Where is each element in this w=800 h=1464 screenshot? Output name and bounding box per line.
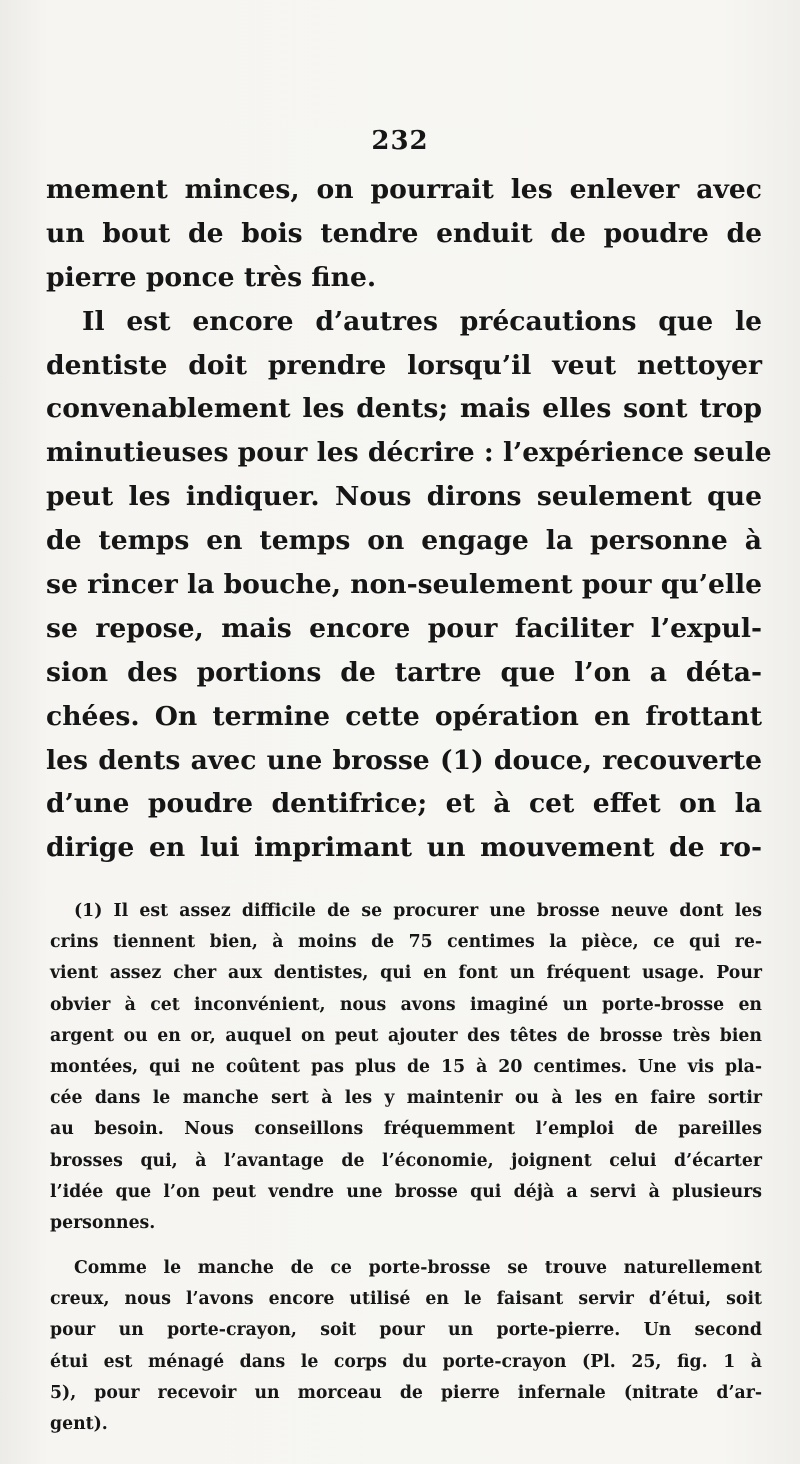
- footnote-line: l’idée que l’on peut vendre une brosse qui déjà a servi à plusieurs: [50, 1181, 762, 1202]
- text-line: d’une poudre dentifrice; et à cet effet on la: [46, 788, 762, 820]
- footnote-line: montées, qui ne coûtent pas plus de 15 à 20 centimes. Une vis pla-: [50, 1056, 762, 1077]
- text-line: Il est encore d’autres précautions que le: [82, 305, 762, 337]
- text-line: se repose, mais encore pour faciliter l’expul-: [46, 612, 762, 644]
- footnote-line: argent ou en or, auquel on peut ajouter des têtes de brosse très bien: [50, 1025, 762, 1046]
- text-line: dentiste doit prendre lorsqu’il veut nettoyer: [46, 349, 762, 381]
- footnote-line: pour un porte-crayon, soit pour un porte-pierre. Un second: [50, 1320, 762, 1341]
- footnote-line: au besoin. Nous conseillons fréquemment l’emploi de pareilles: [50, 1119, 762, 1140]
- text-line: minutieuses pour les décrire : l’expérience seule: [46, 437, 772, 469]
- text-line: sion des portions de tartre que l’on a déta-: [46, 656, 762, 688]
- footnote-line: crins tiennent bien, à moins de 75 centimes la pièce, ce qui re-: [50, 932, 762, 953]
- text-line: dirige en lui imprimant un mouvement de ro-: [46, 832, 762, 864]
- footnote-line: étui est ménagé dans le corps du porte-crayon (Pl. 25, fig. 1 à: [50, 1351, 762, 1372]
- text-line: peut les indiquer. Nous dirons seulement que: [46, 481, 762, 513]
- footnote-line: brosses qui, à l’avantage de l’économie, joignent celui d’écarter: [50, 1150, 762, 1171]
- footnote-line: 5), pour recevoir un morceau de pierre infernale (nitrate d’ar-: [50, 1382, 762, 1403]
- footnote-line: personnes.: [50, 1212, 156, 1233]
- footnote-line: Comme le manche de ce porte-brosse se trouve naturellement: [74, 1258, 762, 1279]
- text-line: un bout de bois tendre enduit de poudre de: [46, 217, 762, 249]
- text-line: convenablement les dents; mais elles sont trop: [46, 393, 762, 425]
- footnote-line: (1) Il est assez difficile de se procurer une brosse neuve dont les: [74, 901, 762, 921]
- text-line: pierre ponce très fine.: [46, 261, 377, 293]
- footnote-line: vient assez cher aux dentistes, qui en font un fréquent usage. Pour: [50, 963, 762, 984]
- footnote-line: gent).: [50, 1414, 108, 1434]
- main-text: [46, 168, 772, 870]
- page-number: 232: [371, 126, 429, 156]
- footnote-line: creux, nous l’avons encore utilisé en le faisant servir d’étui, soit: [50, 1289, 762, 1310]
- text-line: chées. On termine cette opération en frottant: [46, 700, 762, 732]
- footnote-gap: [50, 1239, 762, 1253]
- text-line: les dents avec une brosse (1) douce, recouverte: [46, 744, 762, 776]
- text-line: se rincer la bouche, non-seulement pour qu’elle: [46, 569, 763, 601]
- footnote-line: obvier à cet inconvénient, nous avons imaginé un porte-brosse en: [50, 994, 762, 1015]
- text-line: mement minces, on pourrait les enlever avec: [46, 174, 762, 205]
- footnote-line: cée dans le manche sert à les y maintenir ou à les en faire sortir: [50, 1088, 762, 1109]
- text-line: de temps en temps on engage la personne à: [46, 525, 762, 557]
- footnotes: [50, 896, 762, 1440]
